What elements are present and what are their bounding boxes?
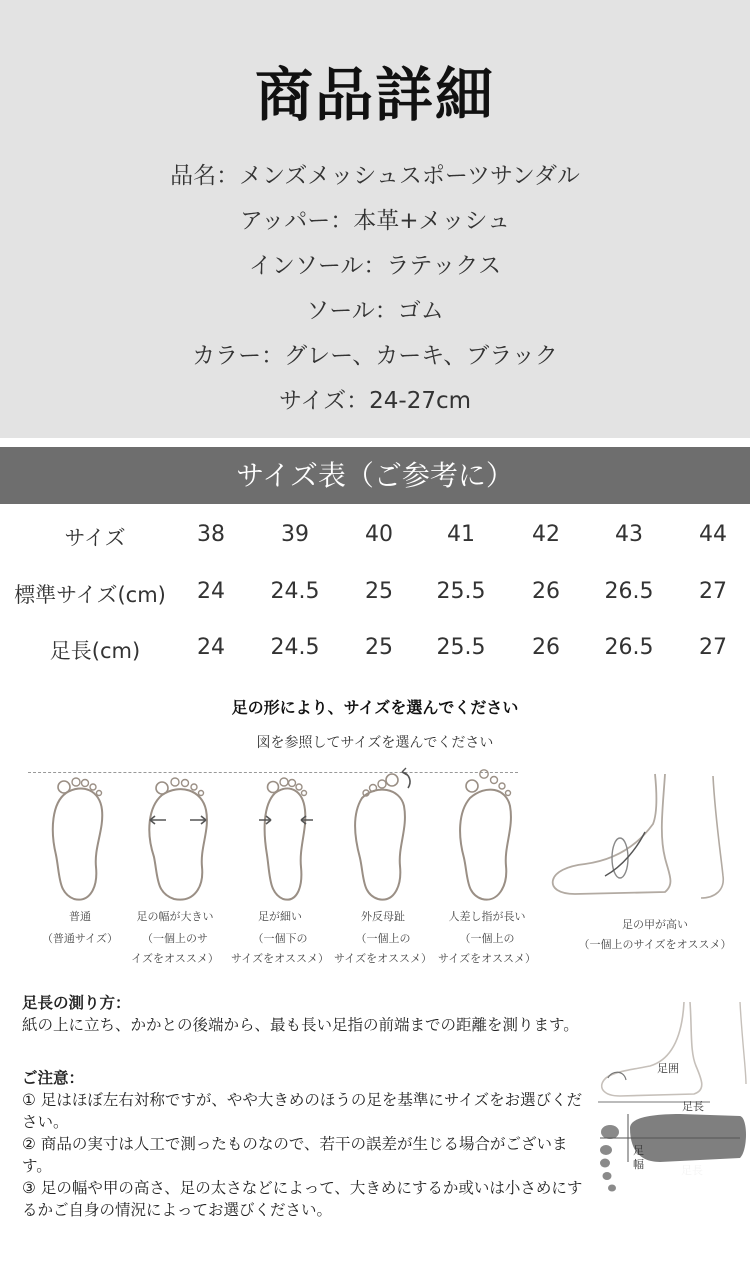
length-label-bottom: 足長 [681,1164,703,1177]
table-row [0,522,750,562]
note-item: ② 商品の実寸は人工で測ったものなので、若干の誤差が生じる場合がございます。 [22,1135,568,1175]
foot-type-advice: （普通サイズ） [41,932,119,945]
table-cell: 26.5 [604,635,654,660]
foot-type-advice: サイズをオススメ） [230,952,329,965]
spec-product-name: 品名：メンズメッシュスポーツサンダル [170,163,580,189]
table-cell: 27 [699,635,727,660]
table-cell: 43 [615,522,643,547]
table-cell: 24.5 [270,635,320,660]
table-cell: 26 [532,635,560,660]
size-table-heading: サイズ表（ご参考に） [0,447,750,504]
table-row [0,635,750,675]
spec-insole: インソール：ラテックス [248,253,502,279]
measure-section [22,992,662,1036]
row-label: 標準サイズ(cm) [14,583,166,607]
foot-type-name: 足の幅が大きい [136,910,214,923]
length-label-top: 足長 [682,1100,704,1113]
wide-foot-icon [144,775,214,905]
table-cell: 41 [447,522,475,547]
notes-heading: ご注意： [22,1069,85,1087]
table-cell: 25 [365,635,393,660]
foot-type-advice: サイズをオススメ） [437,952,536,965]
page-title: 商品詳細 [254,61,495,129]
spec-color: カラー：グレー、カーキ、ブラック [192,343,558,369]
foot-type-advice: （一個上の [355,932,411,945]
divider [28,772,518,773]
table-cell: 24 [197,635,225,660]
table-cell: 25.5 [436,579,486,604]
table-cell: 24 [197,579,225,604]
foot-type-name: 足の甲が高い [622,918,688,931]
foot-type-name: 普通 [69,910,91,923]
table-cell: 39 [281,522,309,547]
foot-type-subtitle: 図を参照してサイズを選んでください [256,735,494,751]
table-cell: 38 [197,522,225,547]
table-cell: 42 [532,522,560,547]
foot-type-advice: サイズをオススメ） [333,952,432,965]
foot-type-title: 足の形により、サイズを選んでください [231,698,519,717]
spec-upper: アッパー：本革+メッシュ [239,208,511,234]
measure-heading: 足長の測り方： [22,994,131,1012]
high-instep-foot-icon [545,766,745,906]
table-cell: 24.5 [270,579,320,604]
table-cell: 27 [699,579,727,604]
foot-type-advice: （一個上のサ [142,932,208,945]
foot-type-advice: （一個上の [459,932,515,945]
note-item: ③ 足の幅や甲の高さ、足の太さなどによって、大きめにするか或いは小さめにするかご自身の情況によってお選びください。 [22,1179,583,1219]
width-label: 足幅 [633,1144,644,1171]
foot-type-name: 足が細い [258,910,302,923]
normal-foot-icon [44,775,114,905]
table-row [0,579,750,619]
row-label: サイズ [64,526,126,550]
table-cell: 44 [699,522,727,547]
girth-label: 足囲 [657,1062,679,1075]
product-detail-panel [0,0,750,438]
bunion-foot-icon [348,766,418,905]
foot-type-name: 人差し指が長い [448,910,526,923]
long-toe-foot-icon [452,766,522,905]
foot-type-name: 外反母趾 [361,910,405,923]
spec-sole: ソール：ゴム [306,298,444,324]
row-label: 足長(cm) [49,639,141,663]
table-cell: 40 [365,522,393,547]
measure-text: 紙の上に立ち、かかとの後端から、最も長い足指の前端までの距離を測ります。 [22,1016,579,1034]
foot-type-advice: （一個上のサイズをオススメ） [578,938,732,951]
note-item: ① 足はほぼ左右対称ですが、やや大きめのほうの足を基準にサイズをお選びください。 [22,1091,583,1131]
spec-size: サイズ：24-27cm [278,388,472,414]
foot-measure-diagram-icon [590,1000,748,1200]
foot-type-advice: （一個下の [252,932,308,945]
table-cell: 25.5 [436,635,486,660]
table-cell: 26 [532,579,560,604]
notes-section [22,1067,592,1221]
narrow-foot-icon [251,775,321,905]
foot-type-advice: イズをオススメ） [131,952,219,965]
table-cell: 26.5 [604,579,654,604]
table-cell: 25 [365,579,393,604]
